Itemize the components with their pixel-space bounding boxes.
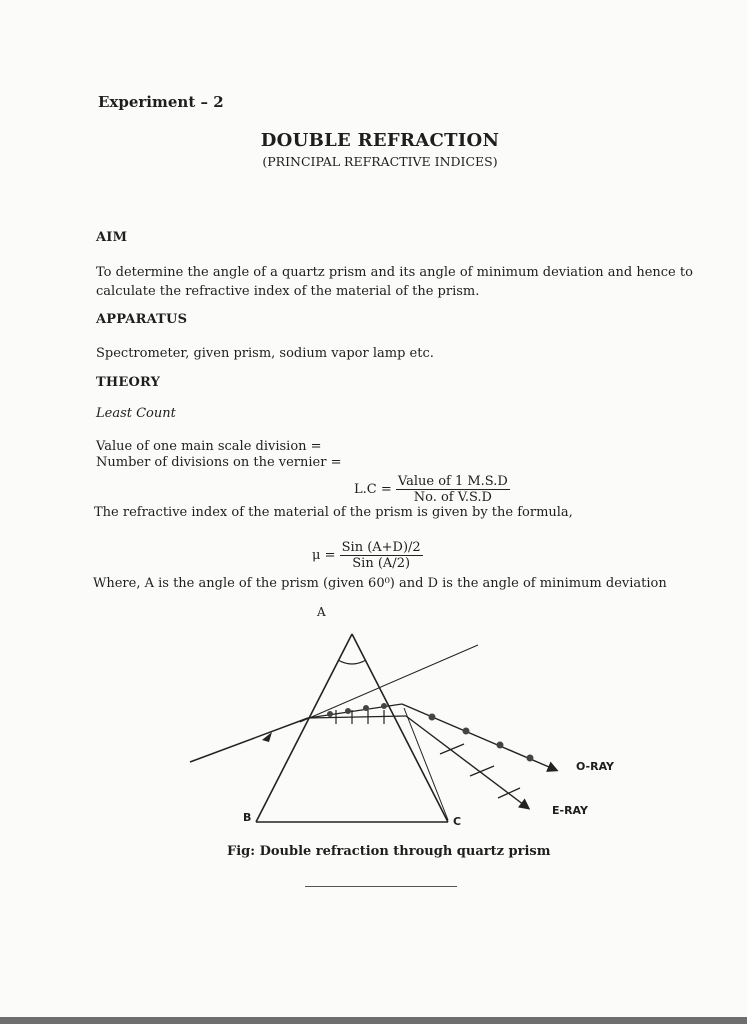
vertex-label-a: A bbox=[317, 605, 326, 619]
divider-line bbox=[305, 886, 457, 887]
vertex-label-c: C bbox=[453, 815, 462, 828]
apex-angle-arc bbox=[338, 660, 366, 664]
formula-intro: The refractive index of the material of the prism is given by the formula, bbox=[94, 505, 573, 520]
vernier-line: Number of divisions on the vernier = bbox=[96, 455, 342, 470]
aim-heading: AIM bbox=[96, 230, 128, 245]
apparatus-text: Spectrometer, given prism, sodium vapor lamp etc. bbox=[96, 346, 434, 361]
theory-heading: THEORY bbox=[96, 375, 161, 390]
aim-text-line-1: To determine the angle of a quartz prism and its angle of minimum deviation and hence to bbox=[96, 265, 693, 280]
scan-edge bbox=[0, 1017, 747, 1024]
exit-guide-line bbox=[404, 708, 448, 820]
mu-numerator: Sin (A+D)/2 bbox=[341, 540, 421, 555]
lc-label: L.C = bbox=[354, 482, 392, 497]
aim-text-line-2: calculate the refractive index of the material of the prism. bbox=[96, 284, 480, 299]
least-count-subheading: Least Count bbox=[96, 406, 176, 421]
lc-numerator: Value of 1 M.S.D bbox=[397, 474, 508, 489]
prism-triangle bbox=[256, 634, 448, 822]
page-title: DOUBLE REFRACTION bbox=[260, 130, 500, 151]
lc-denominator: No. of V.S.D bbox=[413, 490, 492, 505]
main-scale-line: Value of one main scale division = bbox=[96, 439, 322, 454]
o-ray-label: O-RAY bbox=[576, 760, 615, 773]
apparatus-heading: APPARATUS bbox=[96, 312, 188, 327]
experiment-number: Experiment – 2 bbox=[98, 93, 224, 111]
mu-denominator: Sin (A/2) bbox=[352, 556, 411, 571]
where-line: Where, A is the angle of the prism (given 60⁰) and D is the angle of minimum deviation bbox=[93, 576, 667, 591]
page-subtitle: (PRINCIPAL REFRACTIVE INDICES) bbox=[262, 154, 498, 169]
figure-caption: Fig: Double refraction through quartz prism bbox=[227, 844, 551, 859]
mu-label: μ = bbox=[312, 548, 336, 563]
o-ray-emergent bbox=[402, 704, 556, 770]
e-ray-label: E-RAY bbox=[552, 804, 588, 817]
vertex-label-b: B bbox=[243, 811, 252, 824]
